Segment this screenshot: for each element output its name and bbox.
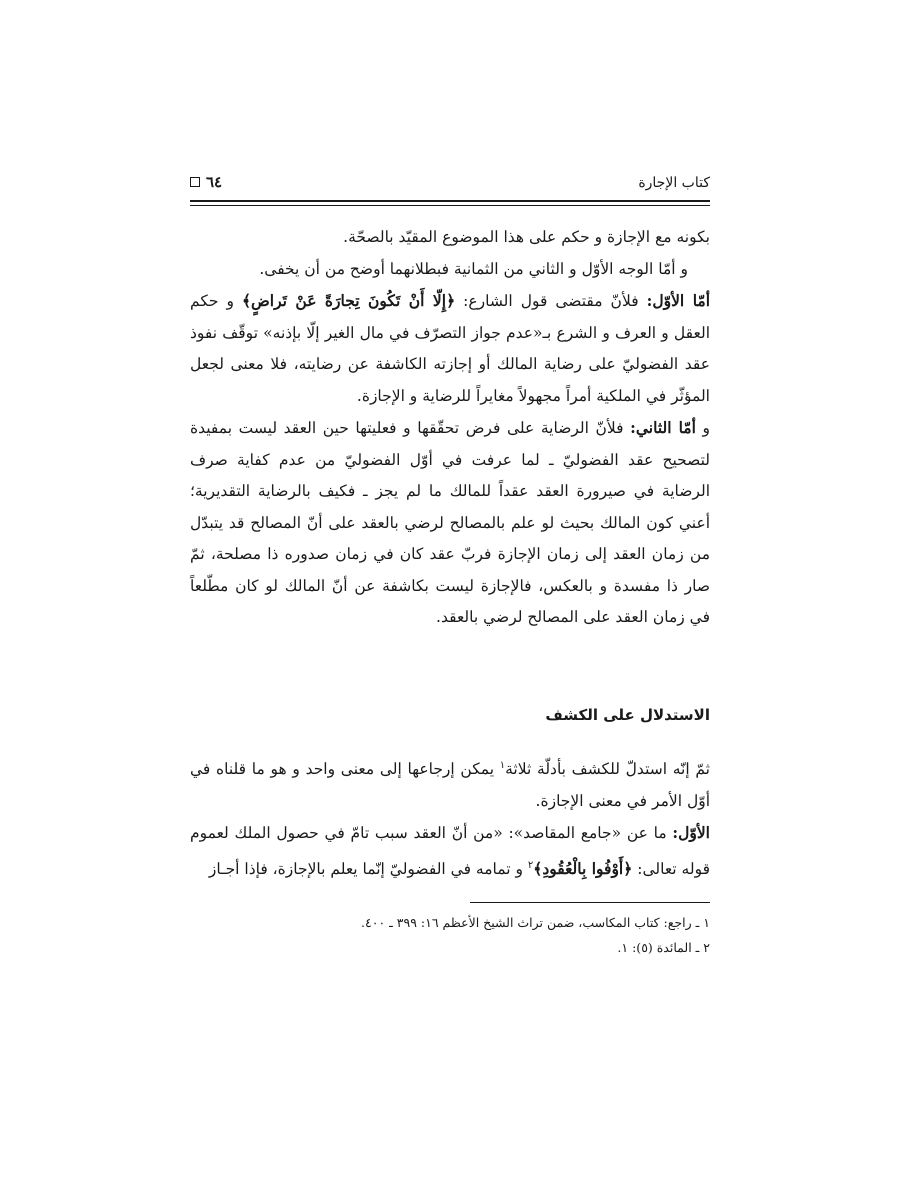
paragraph-text: و bbox=[695, 419, 710, 437]
paragraph-text: فلأنّ مقتضى قول الشارع: bbox=[455, 292, 647, 310]
paragraph: و أمّا الوجه الأوّل و الثاني من الثمانية فبطلانهما أوضح من أن يخفى. bbox=[259, 259, 688, 278]
paragraph-text: ثمّ إنّه استدلّ للكشف بأدلّة ثلاثة bbox=[505, 760, 710, 779]
paragraph-lead: أمّا الثاني: bbox=[630, 418, 696, 437]
footnote-marker: ١ bbox=[499, 760, 506, 771]
section-text bbox=[190, 750, 710, 885]
quran-quote: ﴿أَوْفُوا بِالْعُقُودِ﴾ bbox=[533, 858, 633, 878]
paragraph bbox=[190, 817, 710, 885]
quran-quote: ﴿إِلّا أَنْ تَكُونَ تِجارَةً عَنْ تَراضٍ﴾ bbox=[241, 291, 456, 310]
paragraph bbox=[190, 285, 710, 412]
paragraph-text: ما عن «جامع المقاصد»: «من أنّ العقد سبب تامّ في حصول الملك لعموم قوله تعالى: bbox=[190, 824, 710, 878]
footnote-rule bbox=[470, 902, 710, 903]
paragraph-lead: الأوّل: bbox=[672, 823, 710, 843]
footnote: ١ ـ راجع: كتاب المكاسب، ضمن تراث الشيخ الأعظم ١٦: ٣٩٩ ـ ٤٠٠. bbox=[361, 915, 710, 930]
header-rule bbox=[190, 200, 710, 202]
main-text bbox=[190, 222, 710, 634]
paragraph-text: و تمامه في الفضوليّ إنّما يعلم بالإجازة، فإذا أجـاز bbox=[208, 859, 528, 878]
page-number: ٦٤ bbox=[206, 173, 223, 191]
paragraph: بكونه مع الإجازة و حكم على هذا الموضوع المقيّد بالصحّة. bbox=[343, 228, 710, 246]
header-title: كتاب الإجارة bbox=[638, 175, 710, 191]
paragraph bbox=[190, 412, 710, 634]
running-header bbox=[190, 173, 710, 199]
square-icon bbox=[190, 177, 200, 187]
header-page-number bbox=[190, 173, 222, 191]
paragraph-lead: أمّا الأوّل: bbox=[646, 291, 711, 310]
section-heading: الاستدلال على الكشف bbox=[545, 706, 710, 724]
paragraph-text: يمكن إرجاعها إلى معنى واحد و هو ما قلناه في أوّل الأمر في معنى الإجازة. bbox=[190, 760, 710, 810]
header-rule-thin bbox=[190, 205, 710, 206]
paragraph-text: و حكم العقل و العرف و الشرع بـ«عدم جواز التصرّف في مال الغير إلّا بإذنه» توقّف نفوذ عقد الفضوليّ على رضاية المالك أو إجازته الكاشفة عن رضايته، فلا معنى لجعل المؤثّر في الملكية أمراً مجهولاً مغايراً للرضاية و الإجازة. bbox=[190, 292, 710, 405]
footnotes bbox=[190, 910, 710, 960]
footnote-marker: ٢ bbox=[527, 859, 534, 871]
paragraph bbox=[190, 750, 710, 817]
footnote: ٢ ـ المائدة (٥): ١. bbox=[617, 940, 710, 955]
paragraph-text: فلأنّ الرضاية على فرض تحقّقها و فعليتها حين العقد ليست بمفيدة لتصحيح عقد الفضوليّ ـ لما عرفت في أوّل الفضوليّ من عدم كفاية صرف الرضاية في صيرورة العقد عقداً للمالك ما لم يجز ـ فكيف بالرضاية التقديرية؛ أعني كون المالك بحيث لو علم بالمصالح لرضي بالعقد على أنّ المصالح قد يتبدّل من زمان العقد إلى زمان الإجازة فربّ عقد كان في زمان صدوره ذا مصلحة، ثمّ صار ذا مفسدة و بالعكس، فالإجازة ليست بكاشفة عن أنّ المالك لو كان مطّلعاً في زمان العقد على المصالح لرضي بالعقد. bbox=[190, 419, 710, 626]
